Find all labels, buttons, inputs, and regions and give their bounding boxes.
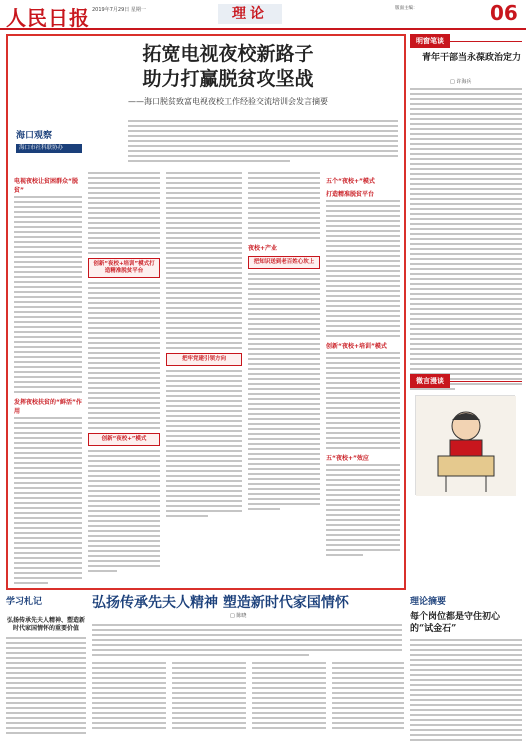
column-tag-pill: 微言漫谈 <box>410 374 450 388</box>
issue-date: 2019年7月29日 星期一 <box>92 7 146 13</box>
subtitle-box-4: 把知识送到老百姓心坎上 <box>248 256 320 269</box>
kicker-bar: 海口市社科联协办 <box>16 144 82 153</box>
col-head-4: 创新“夜校+培训”模式 <box>326 343 387 350</box>
col-text <box>252 662 326 729</box>
feature-column-5 <box>326 172 400 582</box>
right-article-author: □ 许海兵 <box>450 79 472 85</box>
masthead <box>0 0 526 30</box>
col-text <box>88 172 160 254</box>
bottom-lead <box>92 624 402 659</box>
left-rail <box>6 594 86 734</box>
col-text <box>248 273 320 510</box>
right-bottom-title: 每个岗位都是守住初心的“试金石” <box>410 612 501 634</box>
left-rail-title: 弘扬传承先夫人精神、塑造新时代家国情怀的重要价值 <box>6 617 85 632</box>
col-text <box>88 282 160 429</box>
col-text <box>248 172 320 239</box>
masthead-staff: 版面主编： <box>395 6 418 11</box>
col-text <box>88 450 160 572</box>
feature-lead-paragraph <box>128 120 398 168</box>
kicker-title: 海口观察 <box>16 131 53 141</box>
subtitle-box-2: 创新“夜校+”模式 <box>88 433 160 446</box>
col-text <box>92 662 166 729</box>
col-head-6: 夜校+产业 <box>248 245 278 252</box>
column-tag-1 <box>410 34 522 48</box>
subtitle-box-3: 把牢党建引领方向 <box>166 353 242 366</box>
bottom-column-2 <box>172 662 246 732</box>
col-text <box>166 172 242 349</box>
right-bottom-tag: 理论摘要 <box>410 597 447 607</box>
col-text <box>14 196 82 393</box>
col-text <box>14 417 82 584</box>
col-text <box>410 639 522 741</box>
col-head-1: 电视夜校让贫困群众“脱贫” <box>14 178 78 194</box>
col-text <box>6 637 86 734</box>
cartoon-figure-icon <box>416 396 516 496</box>
col-text <box>410 88 522 390</box>
lead-text <box>128 120 398 162</box>
col-text <box>166 370 242 517</box>
section-tag: 理论 <box>218 4 282 24</box>
bottom-column-4 <box>332 662 404 732</box>
col-text <box>326 200 400 337</box>
column-tag-2 <box>410 374 522 388</box>
right-article-title: 青年干部当永葆政治定力 <box>422 53 522 63</box>
col-head-5: 发挥夜校扶贫的“鲜活”作用 <box>14 399 82 415</box>
col-head-3: 打造精准脱贫平台 <box>326 191 375 198</box>
feature-column-2 <box>88 172 160 582</box>
feature-column-1 <box>14 172 82 582</box>
divider <box>450 41 522 42</box>
bottom-headline: 弘扬传承先夫人精神 塑造新时代家国情怀 <box>92 595 349 611</box>
column-kicker <box>16 128 82 158</box>
col-text <box>172 662 246 729</box>
left-rail-tag: 学习札记 <box>6 597 43 607</box>
bottom-column-3 <box>252 662 326 732</box>
col-text <box>326 352 400 449</box>
feature-headline: 拓宽电视夜校新路子 助力打赢脱贫攻坚战 <box>142 43 314 90</box>
right-article-body <box>410 88 522 393</box>
feature-column-3 <box>166 172 242 582</box>
subtitle-box-1: 创新“夜校+培训”模式打造精准脱贫平台 <box>88 258 160 278</box>
right-bottom <box>410 594 522 741</box>
column-tag-pill: 明窗笔谈 <box>410 34 450 48</box>
newspaper-logo: 人民日报 <box>6 6 90 30</box>
page-number: 06 <box>490 1 518 25</box>
feature-subhead: ——海口脱贫致富电视夜校工作经验交流培训会发言摘要 <box>128 97 328 106</box>
bottom-column-1 <box>92 662 166 732</box>
col-text <box>92 624 402 656</box>
col-head-7: 五“夜校+”效应 <box>326 455 369 462</box>
col-head-2: 五个“夜校+”模式 <box>326 178 375 185</box>
bottom-byline: □ 陈晓 <box>230 613 247 619</box>
feature-article-box <box>6 34 406 590</box>
cartoon-illustration <box>415 395 515 495</box>
col-text <box>332 662 404 729</box>
divider <box>450 381 522 382</box>
feature-column-4 <box>248 172 320 582</box>
col-text <box>326 464 400 556</box>
